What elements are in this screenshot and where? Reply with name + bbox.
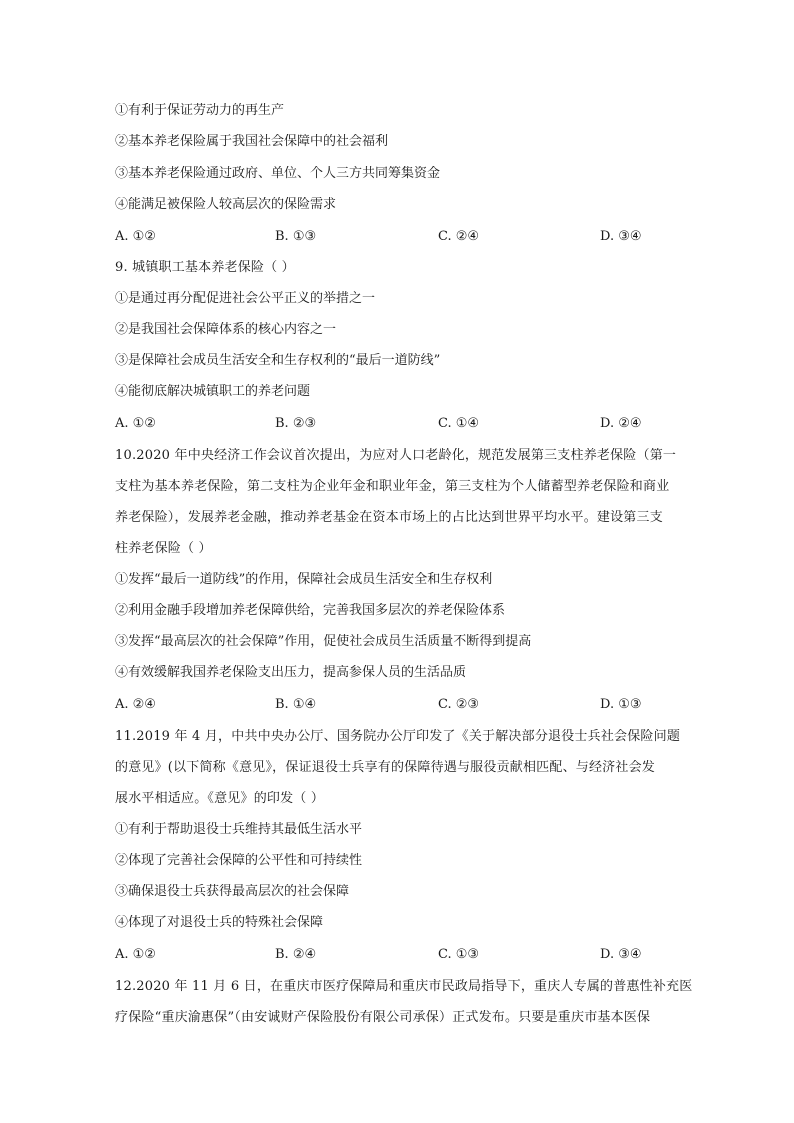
q11-option-1: ①有利于帮助退役士兵维持其最低生活水平 (115, 822, 363, 837)
q11-answer-d: D. ③④ (600, 947, 642, 962)
q8-answer-b: B. ①③ (275, 229, 317, 244)
q10-answer-d: D. ①③ (600, 697, 642, 712)
q9-answer-a: A. ①② (115, 416, 156, 431)
q10-option-2: ②利用金融手段增加养老保障供给，完善我国多层次的养老保险体系 (115, 603, 506, 618)
q9-option-3: ③是保障社会成员生活安全和生存权利的“最后一道防线” (115, 353, 441, 368)
q9-answer-c: C. ①④ (438, 416, 480, 431)
q8-answer-c: C. ②④ (438, 229, 480, 244)
q10-stem-line-2: 支柱为基本养老保险，第二支柱为企业年金和职业年金，第三支柱为个人储蓄型养老保险和商业 (115, 479, 670, 494)
q10-answer-b: B. ①④ (275, 697, 317, 712)
q11-option-2: ②体现了完善社会保障的公平性和可持续性 (115, 853, 363, 868)
q12-stem-line-1: 12.2020 年 11 月 6 日，在重庆市医疗保障局和重庆市民政局指导下，重庆人专属的普惠性补充医 (115, 979, 693, 994)
q9-answer-row (115, 416, 705, 432)
q11-answer-b: B. ②④ (275, 947, 317, 962)
q12-stem-line-2: 疗保险“重庆渝惠保”（由安诚财产保险股份有限公司承保）正式发布。只要是重庆市基本医保 (115, 1010, 651, 1025)
q11-stem-line-3: 展水平相适应。《意见》的印发（ ） (115, 791, 325, 806)
q10-option-3: ③发挥“最高层次的社会保障”作用，促使社会成员生活质量不断得到提高 (115, 634, 532, 649)
q9-option-1: ①是通过再分配促进社会公平正义的举措之一 (115, 291, 376, 306)
q8-answer-row (115, 229, 705, 245)
q11-option-4: ④体现了对退役士兵的特殊社会保障 (115, 915, 324, 930)
q11-answer-a: A. ①② (115, 947, 156, 962)
q9-option-4: ④能彻底解决城镇职工的养老问题 (115, 384, 311, 399)
q10-answer-row (115, 697, 705, 713)
q11-stem-line-1: 11.2019 年 4 月，中共中央办公厅、国务院办公厅印发了《关于解决部分退役士兵社会保险问题 (115, 729, 681, 744)
q8-option-3: ③基本养老保险通过政府、单位、个人三方共同筹集资金 (115, 166, 441, 181)
q8-option-4: ④能满足被保险人较高层次的保险需求 (115, 197, 337, 212)
q10-option-1: ①发挥“最后一道防线”的作用，保障社会成员生活安全和生存权利 (115, 572, 493, 587)
q9-option-2: ②是我国社会保障体系的核心内容之一 (115, 322, 337, 337)
q10-option-4: ④有效缓解我国养老保险支出压力，提高参保人员的生活品质 (115, 665, 467, 680)
q10-stem-line-1: 10.2020 年中央经济工作会议首次提出，为应对人口老龄化，规范发展第三支柱养老保险（第一 (115, 448, 677, 463)
q11-stem-line-2: 的意见》(以下简称《意见》，保证退役士兵享有的保障待遇与服役贡献相匹配、与经济社会发 (115, 760, 655, 775)
q11-option-3: ③确保退役士兵获得最高层次的社会保障 (115, 884, 350, 899)
q10-answer-c: C. ②③ (438, 697, 480, 712)
q11-answer-c: C. ①③ (438, 947, 480, 962)
q8-answer-d: D. ③④ (600, 229, 642, 244)
q9-stem: 9. 城镇职工基本养老保险（ ） (115, 260, 295, 275)
q8-option-2: ②基本养老保险属于我国社会保障中的社会福利 (115, 134, 389, 149)
q11-answer-row (115, 947, 705, 963)
q8-option-1: ①有利于保证劳动力的再生产 (115, 103, 285, 118)
q8-answer-a: A. ①② (115, 229, 156, 244)
q10-answer-a: A. ②④ (115, 697, 156, 712)
q9-answer-b: B. ②③ (275, 416, 317, 431)
q10-stem-line-3: 养老保险），发展养老金融，推动养老基金在资本市场上的占比达到世界平均水平。建设第三支 (115, 510, 663, 525)
q10-stem-line-4: 柱养老保险（ ） (115, 541, 212, 556)
q9-answer-d: D. ②④ (600, 416, 642, 431)
